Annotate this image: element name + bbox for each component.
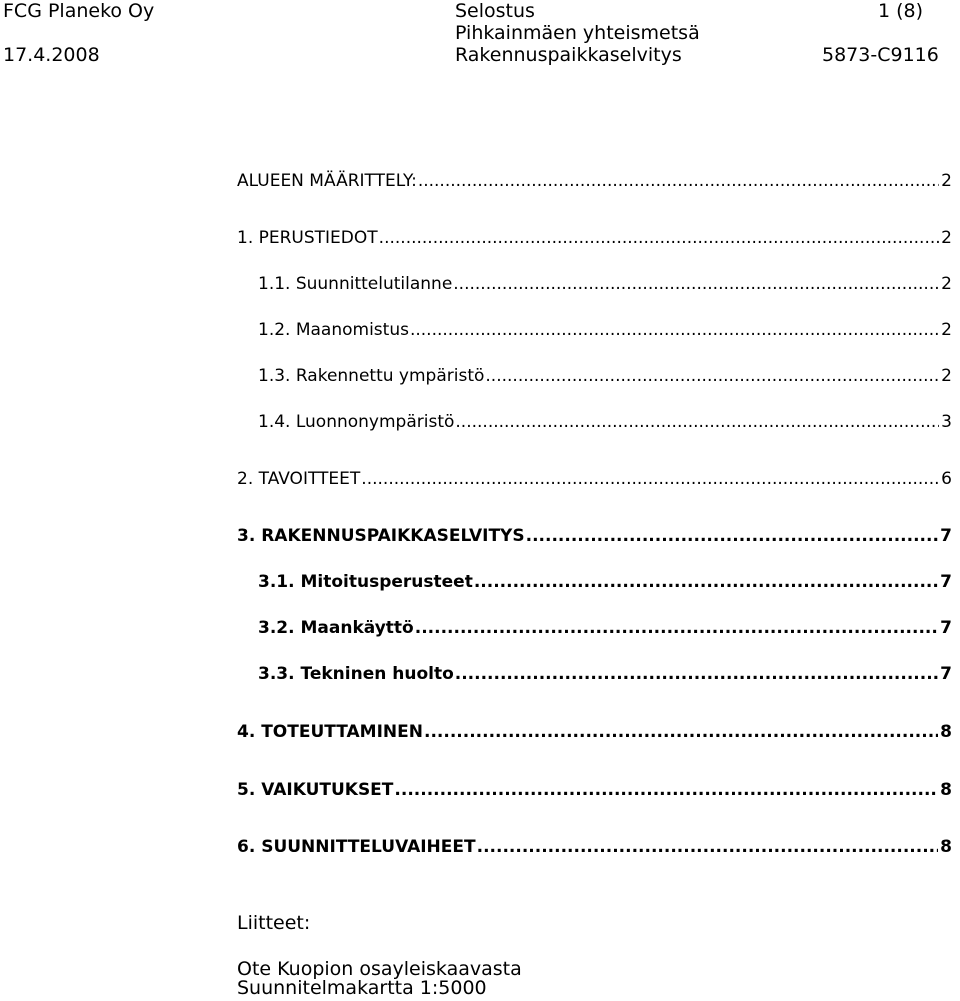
toc-entry <box>258 617 952 639</box>
toc-label: 5. VAIKUTUKSET <box>237 780 394 800</box>
toc-label: 6. SUUNNITTELUVAIHEET <box>237 837 476 857</box>
toc-page: 7 <box>940 618 952 638</box>
toc-entry <box>258 663 952 685</box>
toc-page: 6 <box>941 469 952 489</box>
toc-entry <box>258 273 952 295</box>
toc-entry <box>258 571 952 593</box>
document-date: 17.4.2008 <box>3 44 100 66</box>
toc-entry <box>237 468 952 490</box>
toc-entry <box>237 721 952 743</box>
attachment-item: Suunnitelmakartta 1:5000 <box>237 977 487 999</box>
attachment-item: Ote Kuopion osayleiskaavasta <box>237 958 522 980</box>
attachments-heading: Liitteet: <box>237 912 311 934</box>
toc-label: 3.1. Mitoitusperusteet <box>258 572 473 592</box>
document-type: Selostus <box>455 0 535 22</box>
project-name: Pihkainmäen yhteismetsä <box>455 22 700 44</box>
toc-page: 8 <box>940 780 952 800</box>
toc-label: 1. PERUSTIEDOT <box>237 228 378 248</box>
toc-page: 8 <box>940 722 952 742</box>
company-name: FCG Planeko Oy <box>3 0 155 22</box>
toc-page: 7 <box>940 572 952 592</box>
toc-page: 7 <box>940 664 952 684</box>
toc-label: 1.4. Luonnonympäristö <box>258 412 455 432</box>
toc-page: 2 <box>941 320 952 340</box>
toc-label: 3.3. Tekninen huolto <box>258 664 454 684</box>
toc-page: 2 <box>941 366 952 386</box>
toc-label: ALUEEN MÄÄRITTELY: <box>237 171 417 191</box>
toc-entry <box>258 365 952 387</box>
toc-page: 3 <box>941 412 952 432</box>
document-subject: Rakennuspaikkaselvitys <box>455 44 682 66</box>
toc-entry <box>237 779 952 801</box>
toc-label: 4. TOTEUTTAMINEN <box>237 722 423 742</box>
toc-label: 2. TAVOITTEET <box>237 469 361 489</box>
toc-label: 1.3. Rakennettu ympäristö <box>258 366 485 386</box>
toc-entry <box>237 227 952 249</box>
toc-entry <box>258 411 952 433</box>
toc-label: 1.1. Suunnittelutilanne <box>258 274 453 294</box>
toc-label: 3. RAKENNUSPAIKKASELVITYS <box>237 526 525 546</box>
toc-label: 3.2. Maankäyttö <box>258 618 414 638</box>
toc-entry <box>258 319 952 341</box>
toc-page: 7 <box>940 526 952 546</box>
toc-page: 2 <box>941 228 952 248</box>
toc-page: 8 <box>940 837 952 857</box>
document-number: 5873-C9116 <box>822 44 939 66</box>
page-number: 1 (8) <box>878 0 924 22</box>
toc-entry <box>237 170 952 192</box>
toc-page: 2 <box>941 274 952 294</box>
toc-page: 2 <box>941 171 952 191</box>
toc-label: 1.2. Maanomistus <box>258 320 409 340</box>
toc-entry <box>237 525 952 547</box>
toc-entry <box>237 836 952 858</box>
